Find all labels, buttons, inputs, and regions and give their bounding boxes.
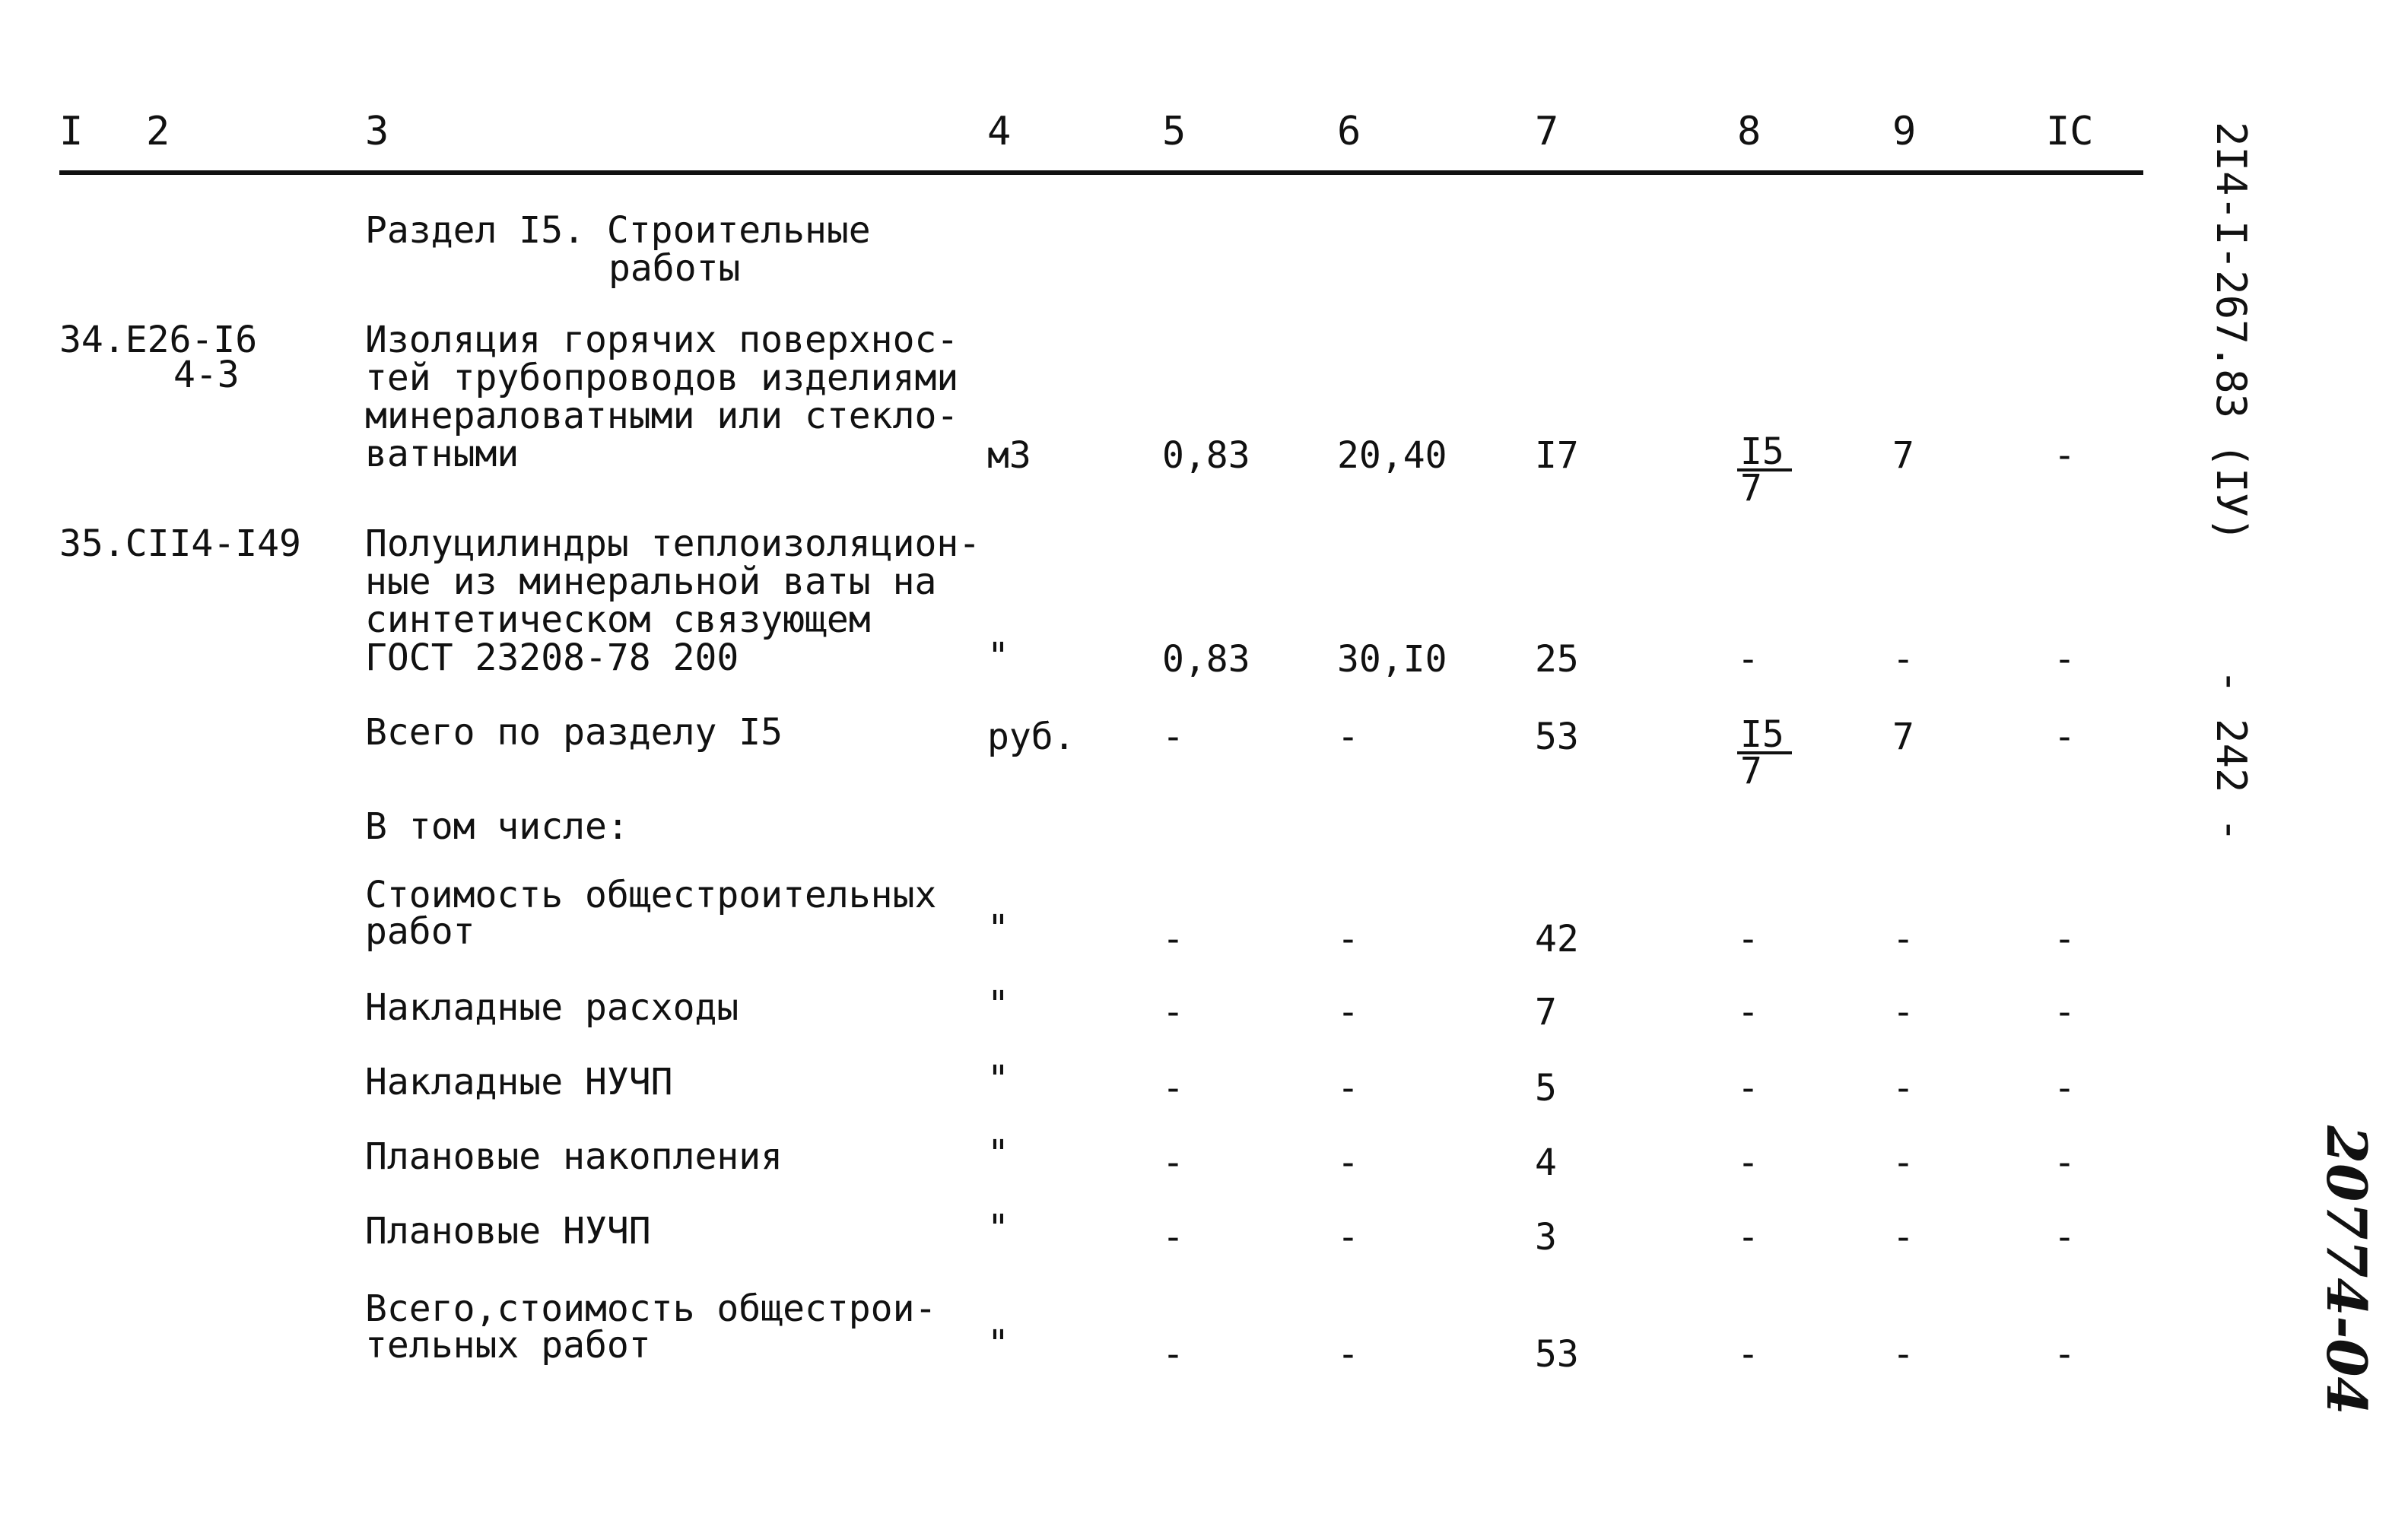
row-qty: - (1162, 1067, 1184, 1110)
section-title-line2: работы (608, 247, 741, 290)
row-col8: - (1737, 918, 1759, 960)
col-header-1: I (59, 109, 84, 154)
row-col10: - (2054, 1141, 2076, 1184)
row-desc-line: Плановые накопления (365, 1135, 783, 1178)
row-col9: - (1892, 1216, 1914, 1259)
row-total: 7 (1535, 991, 1557, 1033)
row-col9: - (1892, 1067, 1914, 1110)
row-total: 5 (1535, 1067, 1557, 1110)
row-col8: - (1737, 1333, 1759, 1376)
col-header-5: 5 (1162, 109, 1187, 154)
row-code: 35.CII4-I49 (59, 522, 301, 565)
section-total-label: Всего по разделу I5 (365, 711, 783, 754)
row-col10: - (2054, 638, 2076, 681)
row-total: 4 (1535, 1141, 1557, 1184)
row-unit: " (987, 1132, 1009, 1175)
row-price: - (1337, 1333, 1359, 1376)
row-desc-line: минераловатными или стекло- (365, 395, 959, 437)
row-total: 42 (1535, 918, 1579, 960)
row-desc-line: Накладные расходы (365, 986, 739, 1029)
row-qty: - (1162, 1333, 1184, 1376)
fraction-denominator: 7 (1740, 467, 1762, 510)
row-qty: 0,83 (1162, 638, 1250, 681)
row-price: - (1337, 918, 1359, 960)
row-unit: " (987, 1322, 1009, 1365)
margin-page-number: - 242 - (2207, 669, 2255, 843)
row-unit: " (987, 1058, 1009, 1100)
header-divider (59, 170, 2143, 175)
fraction-denominator: 7 (1740, 750, 1762, 792)
row-col10: - (2054, 991, 2076, 1033)
col-header-7: 7 (1535, 109, 1559, 154)
row-col9: - (1892, 638, 1914, 681)
row-price: - (1337, 991, 1359, 1033)
row-desc-line: Накладные НУЧП (365, 1061, 673, 1103)
row-price: 20,40 (1337, 434, 1447, 477)
row-col9: - (1892, 918, 1914, 960)
row-qty: 0,83 (1162, 434, 1250, 477)
row-qty: - (1162, 991, 1184, 1033)
margin-doc-code: 2I4-I-267.83 (IУ) (2207, 122, 2255, 542)
col-header-4: 4 (987, 109, 1012, 154)
row-price: - (1337, 1216, 1359, 1259)
row-unit: " (987, 983, 1009, 1026)
row-col8: - (1737, 991, 1759, 1033)
including-label: В том числе: (365, 805, 629, 848)
row-unit: " (987, 635, 1009, 678)
col-header-2: 2 (146, 109, 170, 154)
row-col9: 7 (1892, 716, 1914, 758)
col-header-9: 9 (1892, 109, 1917, 154)
row-desc-line: синтетическом связующем (365, 598, 871, 641)
row-col9: - (1892, 1141, 1914, 1184)
col-header-10: IC (2046, 109, 2094, 154)
row-desc-line: Полуцилиндры теплоизоляцион- (365, 522, 981, 565)
row-col8: - (1737, 638, 1759, 681)
row-col9: - (1892, 991, 1914, 1033)
row-unit: " (987, 907, 1009, 950)
row-col8-fraction (1737, 430, 1792, 510)
row-qty: - (1162, 716, 1184, 758)
row-desc-line: Стоимость общестроительных (365, 874, 937, 916)
row-desc-line: Всего,стоимость общестрои- (365, 1287, 937, 1330)
row-total: 3 (1535, 1216, 1557, 1259)
row-col8: - (1737, 1067, 1759, 1110)
row-desc-line: тельных работ (365, 1324, 651, 1367)
row-desc-line: работ (365, 910, 475, 953)
row-col10: - (2054, 1067, 2076, 1110)
row-qty: - (1162, 1216, 1184, 1259)
row-col8: - (1737, 1141, 1759, 1184)
row-col10: - (2054, 918, 2076, 960)
row-price: - (1337, 1141, 1359, 1184)
row-unit: " (987, 1207, 1009, 1249)
row-desc-line: ГОСТ 23208-78 200 (365, 637, 739, 679)
row-total: 53 (1535, 716, 1579, 758)
row-col9: 7 (1892, 434, 1914, 477)
col-header-3: 3 (365, 109, 389, 154)
col-header-8: 8 (1737, 109, 1762, 154)
row-code-sub: 4-3 (173, 354, 240, 396)
row-unit: руб. (987, 716, 1075, 758)
row-desc-line: Изоляция горячих поверхнос- (365, 319, 959, 361)
row-price: - (1337, 716, 1359, 758)
margin-handwritten-number: 20774-04 (2314, 1125, 2379, 1415)
row-col8: - (1737, 1216, 1759, 1259)
row-code: 34.E26-I6 (59, 319, 258, 361)
row-col10: - (2054, 1333, 2076, 1376)
row-col10: - (2054, 434, 2076, 477)
row-qty: - (1162, 918, 1184, 960)
row-desc-line: Плановые НУЧП (365, 1210, 651, 1252)
row-desc-line: ватными (365, 433, 519, 475)
row-unit: м3 (987, 434, 1031, 477)
row-total: 53 (1535, 1333, 1579, 1376)
section-title-line1: Раздел I5. Строительные (365, 209, 871, 252)
row-qty: - (1162, 1141, 1184, 1184)
row-col8-fraction (1737, 713, 1792, 792)
row-total: I7 (1535, 434, 1579, 477)
col-header-6: 6 (1337, 109, 1361, 154)
row-price: - (1337, 1067, 1359, 1110)
row-desc-line: тей трубопроводов изделиями (365, 357, 959, 399)
fraction-numerator: I5 (1737, 718, 1792, 754)
row-desc-line: ные из минеральной ваты на (365, 560, 937, 603)
row-total: 25 (1535, 638, 1579, 681)
row-price: 30,I0 (1337, 638, 1447, 681)
fraction-numerator: I5 (1737, 435, 1792, 471)
row-col10: - (2054, 1216, 2076, 1259)
row-col10: - (2054, 716, 2076, 758)
row-col9: - (1892, 1333, 1914, 1376)
